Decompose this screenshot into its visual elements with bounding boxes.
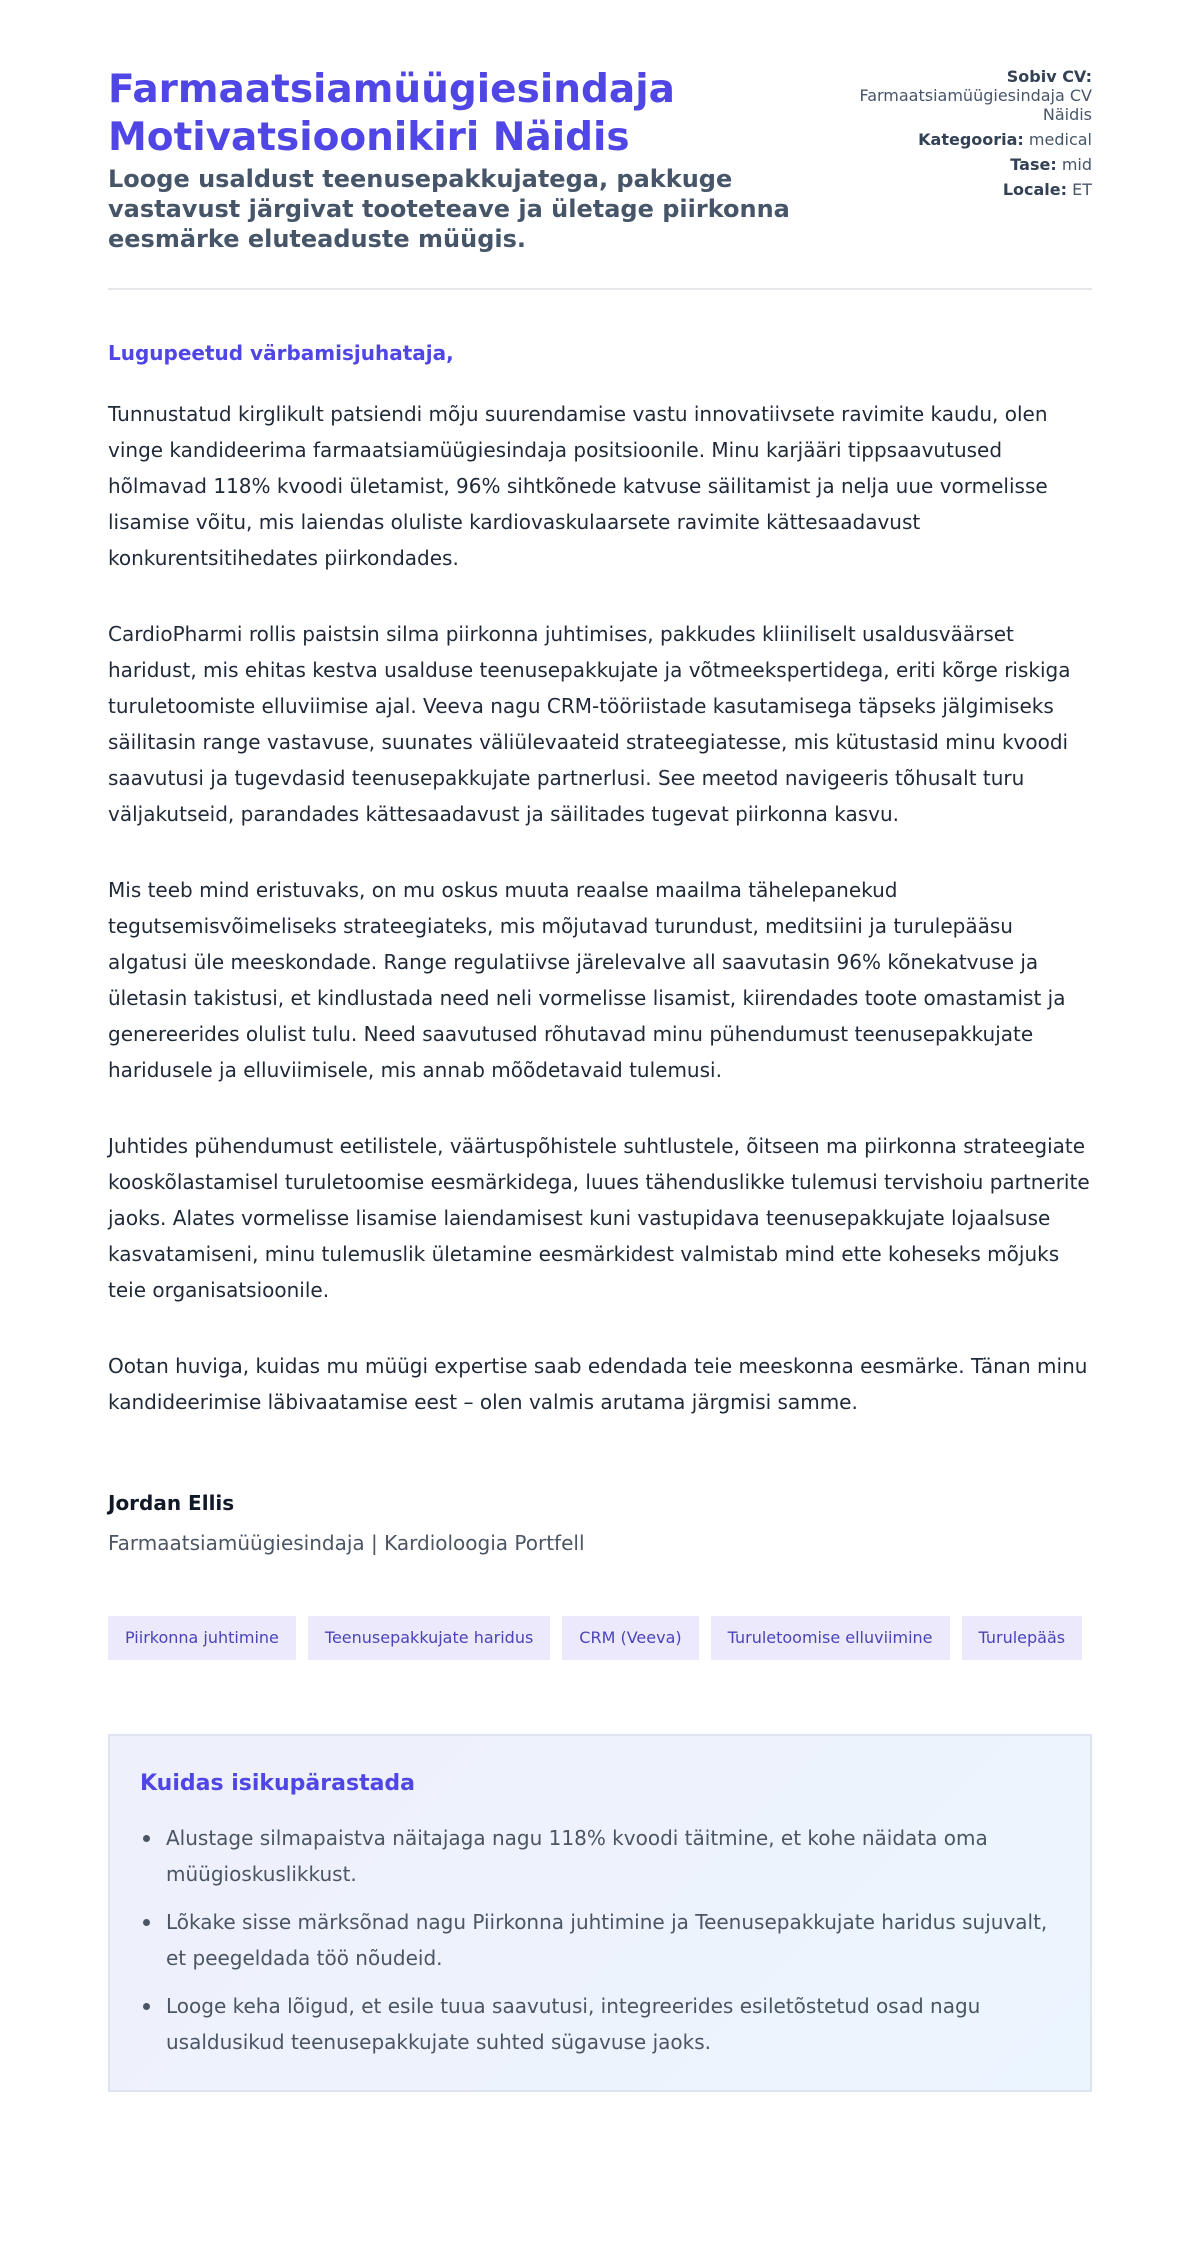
letter-paragraph-2: CardioPharmi rollis paistsin silma piirkonna juhtimises, pakkudes kliiniliselt usaldusväärset haridust, mis ehitas kestva usalduse teenusepakkujate ja võtmeekspertidega, eriti kõrge riskiga turuletoomiste elluviimise ajal. Veeva nagu CRM-tööriistade kasutamisega täpseks jälgimiseks säilitasin range vastavuse, suunates väliülevaateid strateegiatesse, mis kütustasid minu kvoodi saavutusi ja tugevdasid teenusepakkujate partnerlusi. See meetod navigeeris tõhusalt turu väljakutseid, parandades kättesaadavust ja säilitades tugevat piirkonna kasvu. — [108, 622, 1071, 826]
skill-tag — [308, 1616, 550, 1660]
letter-paragraph-5: Ootan huviga, kuidas mu müügi expertise saab edendada teie meeskonna eesmärke. Tänan minu kandideerimise läbivaatamise eest – olen valmis arutama järgmisi samme. — [108, 1354, 1088, 1414]
skill-tag — [562, 1616, 698, 1660]
meta-category-label: Kategooria: — [918, 130, 1024, 149]
skill-tag — [962, 1616, 1083, 1660]
personalization-tips — [108, 1734, 1092, 2092]
letter-paragraph-4: Juhtides pühendumust eetilistele, väärtuspõhistele suhtlustele, õitseen ma piirkonna strateegiate kooskõlastamisel turuletoomise eesmärkidega, luues tähenduslikke tulemusi tervishoiu partnerite jaoks. Alates vormelisse lisamise laiendamisest kuni vastupidava teenusepakkujate lojaalsuse kasvatamiseni, minu tulemuslik ületamine eesmärkidest valmistab mind ette koheseks mõjuks teie organisatsioonile. — [108, 1134, 1090, 1302]
title-line-1: Farmaatsiamüügiesindaja — [108, 67, 675, 112]
skill-tags — [108, 1616, 1092, 1660]
tip-item: Alustage silmapaistva näitajaga nagu 118% kvoodi täitmine, et kohe näidata oma müügioskuslikkust. — [140, 1820, 1060, 1892]
meta-level-label: Tase: — [1010, 155, 1057, 174]
skill-tag — [108, 1616, 296, 1660]
tip-item: Looge keha lõigud, et esile tuua saavutusi, integreerides esiletõstetud osad nagu usaldusikud teenusepakkujate suhted sügavuse jaoks. — [140, 1988, 1060, 2060]
meta-locale-label: Locale: — [1002, 180, 1068, 199]
meta-locale — [852, 180, 1092, 199]
letter-paragraph-3: Mis teeb mind eristuvaks, on mu oskus muuta reaalse maailma tähelepanekud tegutsemisvõimeliseks strateegiateks, mis mõjutavad turundust, meditsiini ja turulepääsu algatusi üle meeskondade. Range regulatiivse järelevalve all saavutasin 96% kõnekatvuse ja ületasin takistusi, et kindlustada need neli vormelisse lisamist, kiirendades toote omastamist ja genereerides olulist tulu. Need saavutused rõhutavad minu pühendumust teenusepakkujate haridusele ja elluviimisele, mis annab mõõdetavaid tulemusi. — [108, 878, 1066, 1082]
header-titles — [108, 66, 838, 254]
skill-tag — [711, 1616, 950, 1660]
skill-tag-label: Turuletoomise elluviimine — [727, 1628, 933, 1647]
signature-block — [108, 1490, 1092, 1556]
meta-suitable-cv — [852, 67, 1092, 124]
signature-name: Jordan Ellis — [108, 1491, 235, 1515]
letter-body — [108, 396, 1092, 1420]
meta-level — [852, 155, 1092, 174]
meta-locale-value: ET — [1072, 180, 1092, 199]
meta-cv-value: Farmaatsiamüügiesindaja CV Näidis — [859, 86, 1092, 124]
meta-category-value: medical — [1028, 130, 1092, 149]
page-subtitle: Looge usaldust teenusepakkujatega, pakkuge vastavust järgivat tooteteave ja ületage piirkonna eesmärke eluteaduste müügis. — [108, 165, 790, 253]
meta-info — [852, 67, 1092, 205]
letter-salutation: Lugupeetud värbamisjuhataja, — [108, 341, 454, 365]
page-title — [108, 66, 838, 162]
meta-level-value: mid — [1061, 155, 1092, 174]
signature-role: Farmaatsiamüügiesindaja | Kardioloogia Portfell — [108, 1531, 585, 1555]
letter-paragraph-1: Tunnustatud kirglikult patsiendi mõju suurendamise vastu innovatiivsete ravimite kaudu, olen vinge kandideerima farmaatsiamüügiesindaja positsioonile. Minu karjääri tippsaavutused hõlmavad 118% kvoodi ületamist, 96% sihtkõnede katvuse säilitamist ja nelja uue vormelisse lisamise võitu, mis laiendas oluliste kardiovaskulaarsete ravimite kättesaadavust konkurentsitihedates piirkondades. — [108, 402, 1048, 570]
skill-tag-label: Turulepääs — [978, 1628, 1066, 1647]
skill-tag-label: Teenusepakkujate haridus — [324, 1628, 534, 1647]
skill-tag-label: CRM (Veeva) — [579, 1628, 682, 1647]
tips-title: Kuidas isikupärastada — [140, 1771, 416, 1796]
page-header — [108, 66, 1092, 290]
title-line-2: Motivatsioonikiri Näidis — [108, 115, 630, 160]
meta-cv-label: Sobiv CV: — [1006, 67, 1092, 86]
meta-category — [852, 130, 1092, 149]
tip-item: Lõkake sisse märksõnad nagu Piirkonna juhtimine ja Teenusepakkujate haridus sujuvalt, et peegeldada töö nõudeid. — [140, 1904, 1060, 1976]
tips-list — [140, 1820, 1060, 2060]
skill-tag-label: Piirkonna juhtimine — [125, 1628, 279, 1647]
